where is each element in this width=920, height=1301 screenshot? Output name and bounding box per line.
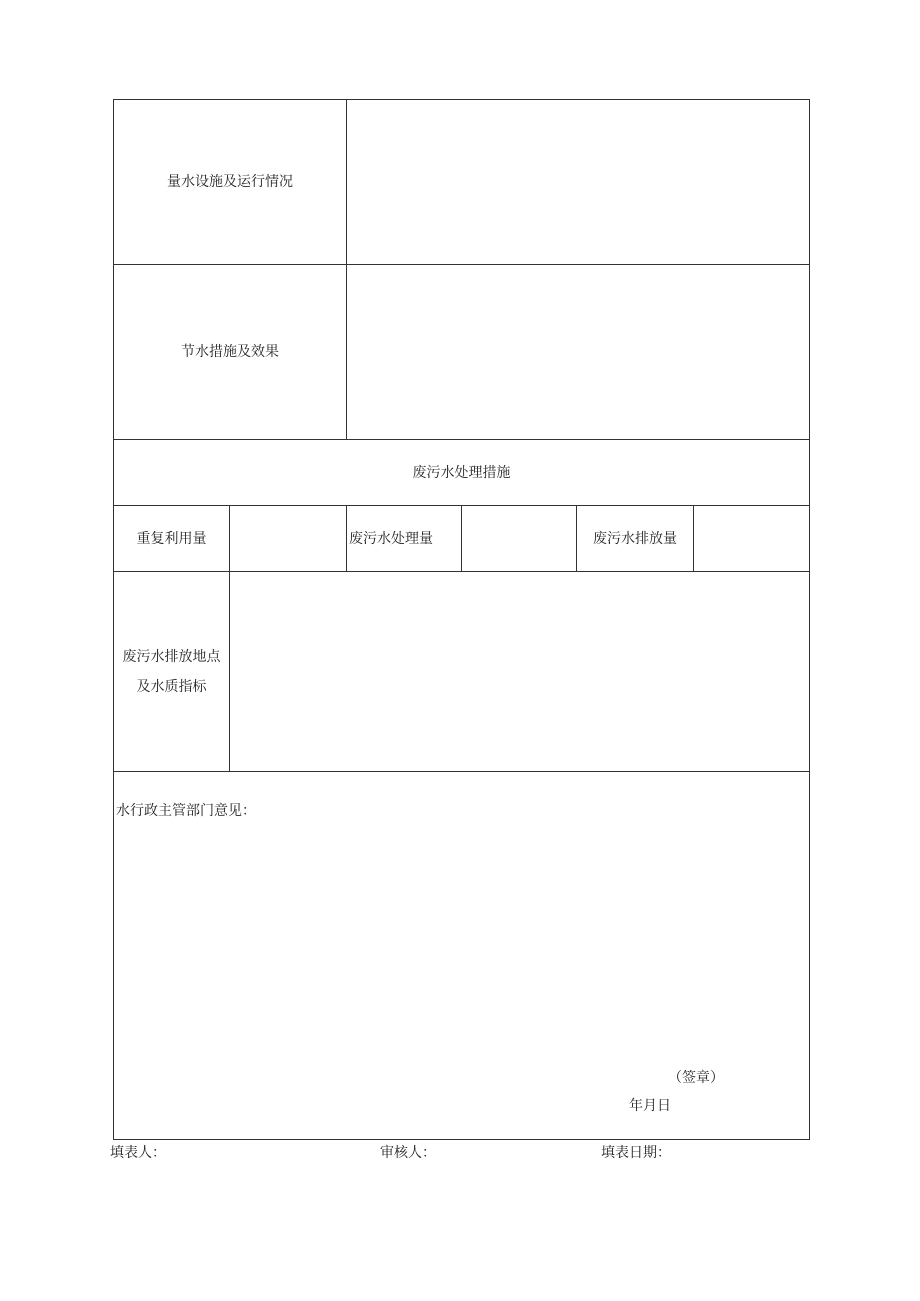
fill-date-label: 填表日期： [601, 1145, 671, 1161]
discharge-volume-value-cell[interactable] [693, 505, 810, 572]
treatment-volume-value-cell[interactable] [461, 505, 577, 572]
filler-label: 填表人： [110, 1145, 166, 1161]
saving-label-cell [113, 264, 347, 440]
reviewer-label: 审核人： [380, 1145, 436, 1161]
opinion-label: 水行政主管部门意见： [116, 803, 256, 819]
reuse-value-cell[interactable] [229, 505, 347, 572]
metering-label-cell [113, 99, 347, 265]
discharge-site-value-cell[interactable] [229, 571, 810, 772]
treatment-header-cell [113, 439, 810, 506]
discharge-site-label-line2: 及水质指标 [136, 678, 207, 695]
discharge-volume-label: 废污水排放量 [593, 530, 677, 547]
treatment-volume-label-cell [346, 505, 462, 572]
treatment-header: 废污水处理措施 [412, 464, 511, 481]
opinion-date: 年月日 [629, 1098, 671, 1114]
discharge-site-label-line1: 废污水排放地点 [122, 648, 221, 665]
metering-value-cell[interactable] [346, 99, 810, 265]
discharge-site-label-cell [113, 571, 230, 772]
discharge-volume-label-cell [576, 505, 694, 572]
reuse-label: 重复利用量 [136, 530, 207, 547]
saving-label: 节水措施及效果 [181, 344, 279, 360]
treatment-volume-label: 废污水处理量 [349, 530, 433, 547]
saving-value-cell[interactable] [346, 264, 810, 440]
reuse-label-cell [113, 505, 230, 572]
metering-label: 量水设施及运行情况 [167, 174, 293, 190]
seal-text: （签章） [668, 1070, 724, 1086]
opinion-box[interactable] [113, 771, 810, 1140]
